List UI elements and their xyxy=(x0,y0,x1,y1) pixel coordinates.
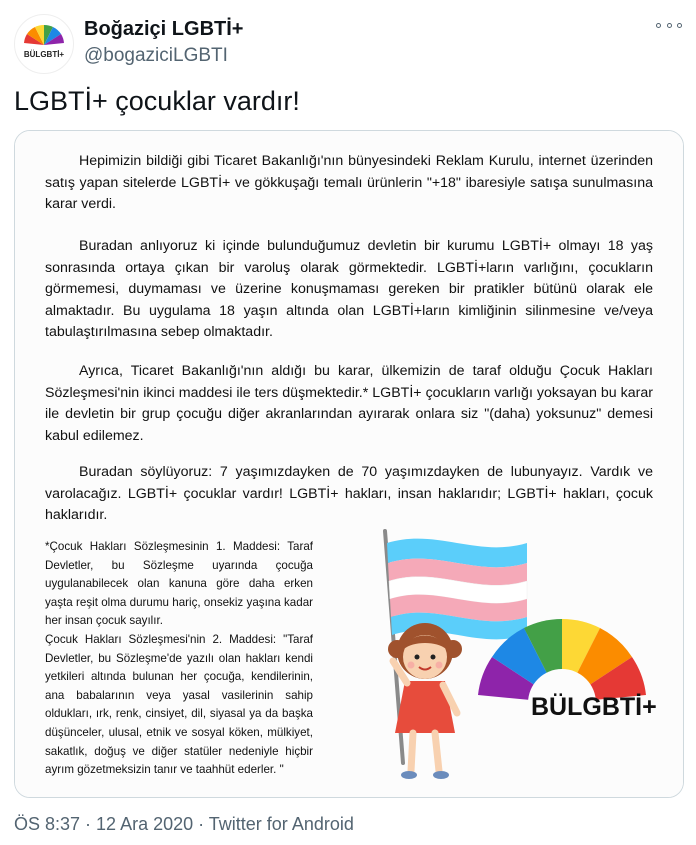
tweet-text: LGBTİ+ çocuklar vardır! xyxy=(14,86,300,116)
statement-paragraph-4: Buradan söylüyoruz: 7 yaşımızdayken de 70 yaşımızdayken de lubunyayız. Vardık ve varolacağız. LGBTİ+ çocuklar vardır! LGBTİ+ hakları, insan haklarıdır; LGBTİ+ hakları, çocuk haklarıdır. xyxy=(45,464,653,523)
more-options-icon[interactable] xyxy=(656,16,682,34)
trans-flag-child-illustration xyxy=(327,523,667,793)
footnote-article-1: *Çocuk Hakları Sözleşmesinin 1. Maddesi: Taraf Devletler, bu Sözleşme uyarında çocuğa uygulanabilecek olan kanuna göre daha erken yaşta reşit olma durumu hariç, onsekiz yaşına kadar her insan çocuk sayılır. xyxy=(45,540,313,628)
footnote-article-2: Çocuk Hakları Sözleşmesi'nin 2. Maddesi: "Taraf Devletler, bu Sözleşme'de yazılı olan hakları kendi yetkileri altında bulunan her çocuğa, kendilerinin, ana babalarının veya yasal vasilerinin sahip oldukları, ırk, renk, cinsiyet, dil, siyasal ya da başka düşünceler, ulusal, etnik ve sosyal köken, mülkiyet, sakatlık, doğuş ve diğer statüler nedeniyle hiçbir ayrım gözetmeksizin tanır ve taahhüt ederler. " xyxy=(45,632,313,777)
statement-paragraph-2: Buradan anlıyoruz ki içinde bulunduğumuz devletin bir kurumu LGBTİ+ olmayı 18 yaş sonrasında ortaya çıkan bir varoluş olarak görmektedir. LGBTİ+ların varlığını, çocukların görmemesi, duymaması ve üzerine konuşmaması gereken bir pratikler bütünü olarak ele almaktadır. Bu uygulama 18 yaşın altında olan LGBTİ+ların kimliğinin silinmesine ve/veya tabulaştırılmasına sebep olmaktadır. xyxy=(45,238,653,340)
account-name[interactable]: Boğaziçi LGBTİ+ xyxy=(84,18,244,40)
trans-flag-icon xyxy=(387,539,527,640)
tweet-header xyxy=(14,8,682,68)
tweet-image[interactable] xyxy=(14,130,684,798)
account-handle[interactable]: @bogaziciLGBTI xyxy=(84,45,228,66)
profile-avatar[interactable] xyxy=(14,14,74,74)
statement-document xyxy=(15,131,683,797)
logo-text: BÜLGBTİ+ xyxy=(531,693,657,721)
tweet-timestamp[interactable]: ÖS 8:37 · 12 Ara 2020 · Twitter for Android xyxy=(14,814,354,834)
footnotes xyxy=(45,538,313,780)
avatar-logo-text: BÜLGBTİ+ xyxy=(23,50,65,59)
statement-paragraph-1: Hepimizin bildiği gibi Ticaret Bakanlığı'nın bünyesindeki Reklam Kurulu, internet üzerinden satış yapan sitelerde LGBTİ+ ve gökkuşağı temalı ürünlerin "+18" ibaresiyle satışa sunulmasına karar verdi. xyxy=(45,153,653,212)
statement-paragraph-3: Ayrıca, Ticaret Bakanlığı'nın aldığı bu karar, ülkemizin de taraf olduğu Çocuk Hakları Sözleşmesi'nin ikinci maddesi ile ters düşmektedir.* LGBTİ+ çocukların varlığı yoksayan bu karar ile devletin bir grup çocuğu diğer akranlarından ayırarak onlara siz "(daha) yoksunuz" demesi kabul edilemez. xyxy=(45,363,653,444)
